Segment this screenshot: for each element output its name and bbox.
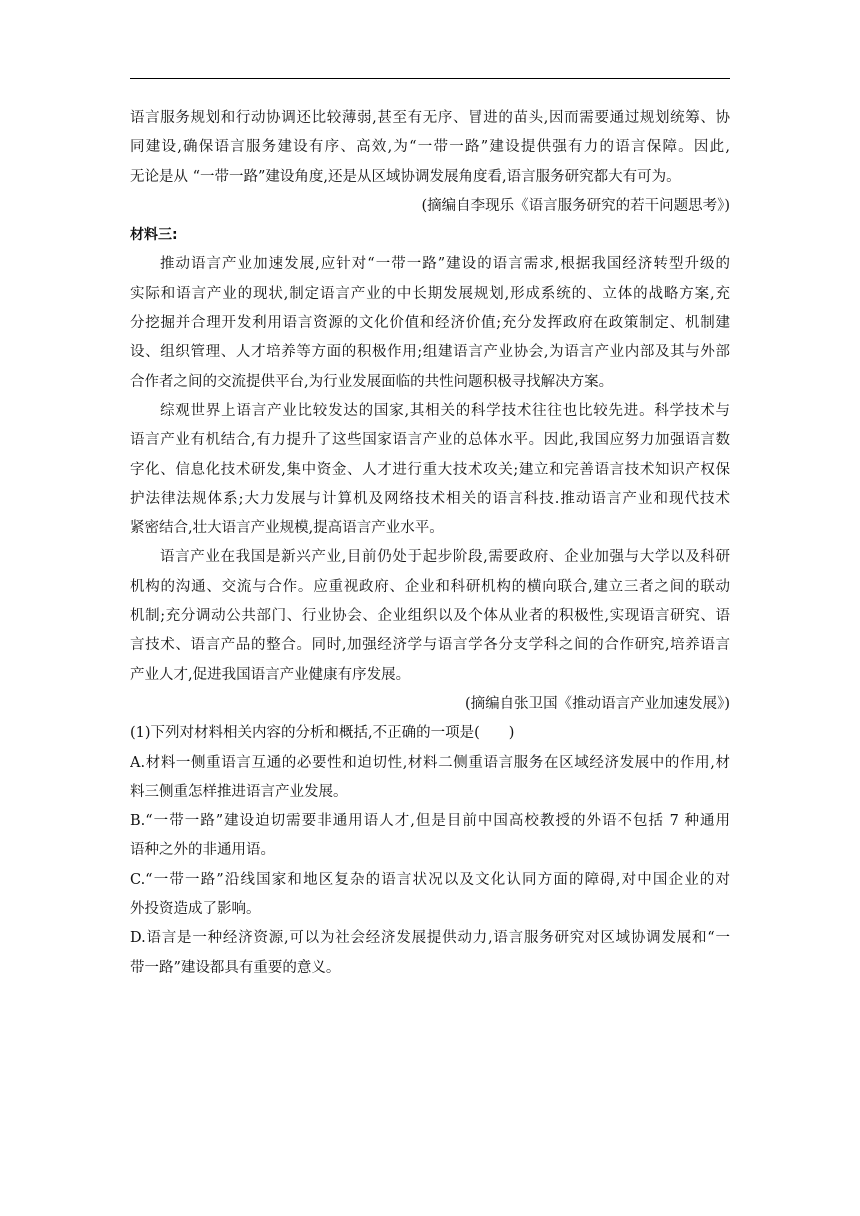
question-1 [130, 719, 730, 983]
option-b[interactable] [130, 807, 730, 866]
paragraph-line: 语言产业在我国是新兴产业,目前仍处于起步阶段,需要政府、企业加强与大学以及科研 [160, 549, 730, 566]
header-rule [130, 78, 730, 79]
option-line: 带一路”建设都具有重要的意义。 [130, 959, 341, 976]
material2-tail [130, 104, 730, 221]
paragraph-line: 机构的沟通、交流与合作。应重视政府、企业和科研机构的横向联合,建立三者之间的联动 [130, 578, 730, 595]
paragraph-line: 同建设,确保语言服务建设有序、高效,为“一带一路”建设提供强有力的语言保障。因此, [130, 139, 730, 156]
material3-paragraph-3 [130, 543, 730, 689]
option-line: D.语言是一种经济资源,可以为社会经济发展提供动力,语言服务研究对区域协调发展和“一 [130, 930, 730, 947]
paragraph-line: 紧密结合,壮大语言产业规模,提高语言产业水平。 [130, 520, 444, 537]
paragraph-line: 语言产业有机结合,有力提升了这些国家语言产业的总体水平。因此,我国应努力加强语言数 [130, 432, 730, 449]
option-line: A.材料一侧重语言互通的必要性和迫切性,材料二侧重语言服务在区域经济发展中的作用,材 [130, 754, 730, 771]
paragraph-line: 产业人才,促进我国语言产业健康有序发展。 [130, 666, 411, 683]
option-line: B.“一带一路”建设迫切需要非通用语人才,但是目前中国高校教授的外语不包括 7 种通用 [130, 813, 730, 830]
material3-paragraph-1 [130, 250, 730, 396]
source-citation: (摘编自张卫国《推动语言产业加速发展》) [464, 695, 730, 712]
paragraph-line: 设、组织管理、人才培养等方面的积极作用;组建语言产业协会,为语言产业内部及其与外部 [130, 344, 730, 361]
paragraph-line: 实际和语言产业的现状,制定语言产业的中长期发展规划,形成系统的、立体的战略方案,充 [130, 285, 730, 302]
option-d[interactable] [130, 924, 730, 983]
material3-paragraph-2 [130, 397, 730, 543]
material3 [130, 221, 730, 719]
paragraph-line: 字化、信息化技术研发,集中资金、人才进行重大技术攻关;建立和完善语言技术知识产权保 [130, 461, 730, 478]
document-body [130, 104, 730, 983]
paragraph-line: 分挖掘并合理开发利用语言资源的文化价值和经济价值;充分发挥政府在政策制定、机制建 [130, 315, 730, 332]
paragraph-line: 综观世界上语言产业比较发达的国家,其相关的科学技术往往也比较先进。科学技术与 [160, 402, 730, 419]
option-c[interactable] [130, 866, 730, 925]
option-line: 料三侧重怎样推进语言产业发展。 [130, 783, 348, 800]
question-stem: (1)下列对材料相关内容的分析和概括,不正确的一项是( ) [130, 725, 515, 742]
paragraph-line: 护法律法规体系;大力发展与计算机及网络技术相关的语言科技.推动语言产业和现代技术 [130, 490, 730, 507]
paragraph-line: 语言服务规划和行动协调还比较薄弱,甚至有无序、冒进的苗头,因而需要通过规划统筹、协 [130, 110, 730, 126]
option-line: 外投资造成了影响。 [130, 901, 261, 918]
section-heading: 材料三: [130, 227, 178, 244]
paragraph-line: 推动语言产业加速发展,应针对“一带一路”建设的语言需求,根据我国经济转型升级的 [160, 256, 730, 273]
paragraph-line: 言技术、语言产品的整合。同时,加强经济学与语言学各分支学科之间的合作研究,培养语言 [130, 637, 730, 654]
option-line: 语种之外的非通用语。 [130, 842, 275, 859]
option-a[interactable] [130, 749, 730, 808]
paragraph-line: 无论是从 “一带一路”建设角度,还是从区域协调发展角度看,语言服务研究都大有可为。 [130, 168, 681, 185]
source-citation: (摘编自李现乐《语言服务研究的若干问题思考》) [421, 197, 730, 214]
option-line: C.“一带一路”沿线国家和地区复杂的语言状况以及文化认同方面的障碍,对中国企业的对 [130, 871, 730, 888]
paragraph-line: 机制;充分调动公共部门、行业协会、企业组织以及个体从业者的积极性,实现语言研究、语 [130, 608, 730, 625]
paragraph-line: 合作者之间的交流提供平台,为行业发展面临的共性问题积极寻找解决方案。 [130, 373, 614, 390]
